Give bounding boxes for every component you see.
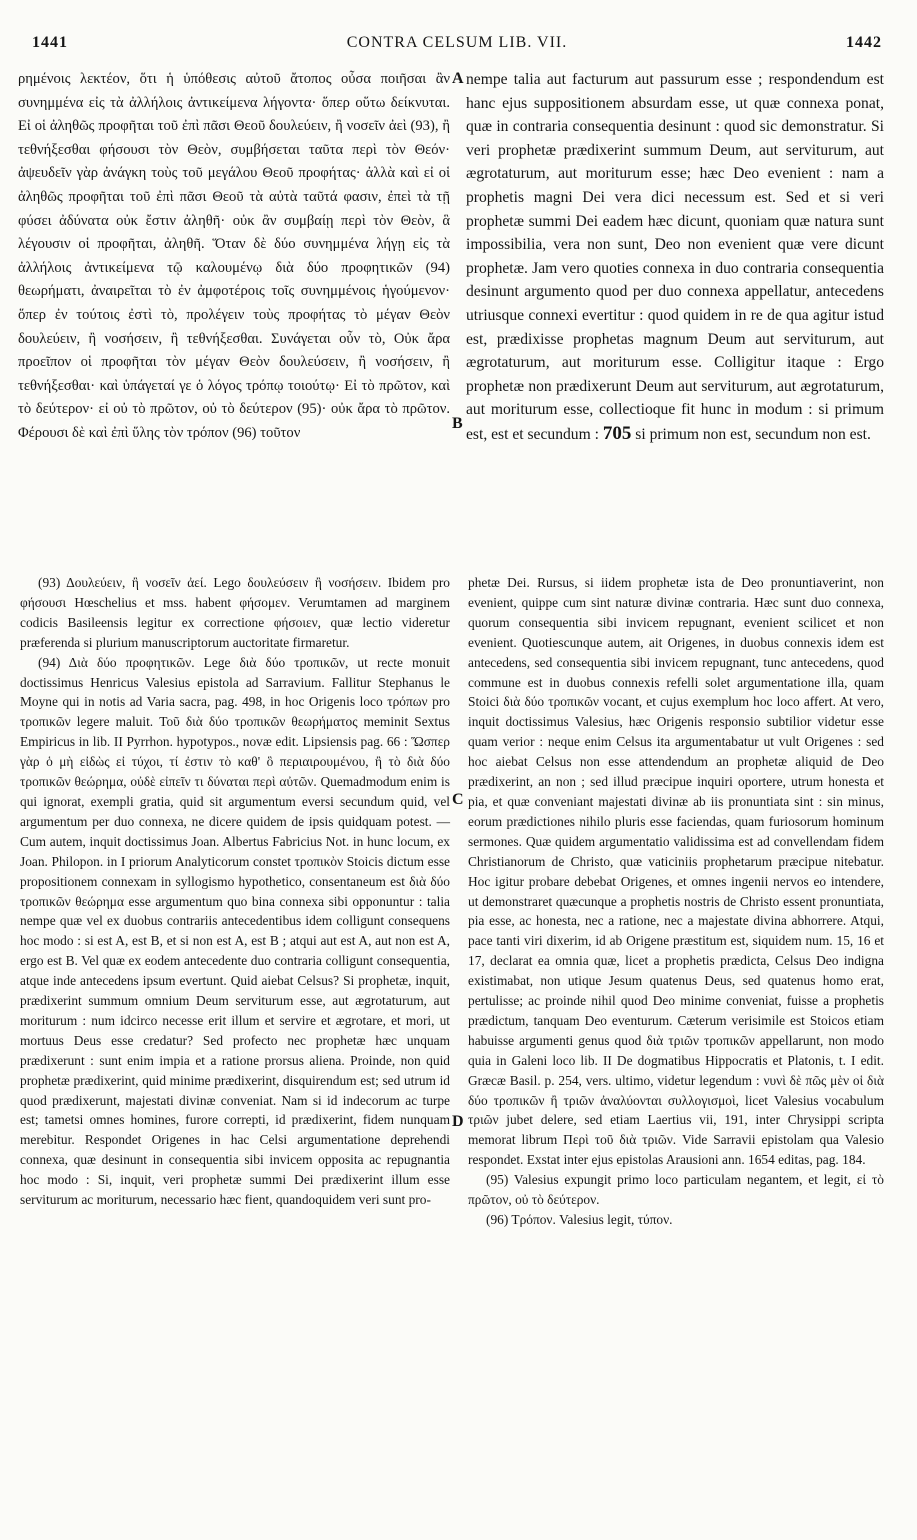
footnote-94-continued: phetæ Dei. Rursus, si iidem prophetæ ista de Deo pronuntiaverint, non evenient, quippe cum sint naturæ divinæ contraria. Hæc sunt duo connexa, quorum consequentia sibi invicem repugnant, evenient scilicet et non evenient. Quotiescunque autem, ait Origenes, in duobus connexis idem est antecedens, sed consequentia sibi invicem repugnant, tunc antecedens, quod commune est in duobus connexis refelli solet argumentatione illa, quam Stoici διὰ δύο τροπικῶν vocant, et cujus exemplum hoc loco affert. At vero, inquit doctissimus Valesius, hæc Origenis responsio subtilior videtur esse quam verior : neque enim Celsus ita argumentabatur ut vult Origenes : sed hoc aiebat Celsus non esse attendendum an prophetæ aliquid de Deo prædixerint, an non ; sed illud præcipue inquiri oportere, utrum honesta et pia, et quæ conveniant majestati divinæ ab iis pronuntiata sint : sin minus, eorum prædictiones nihilo pluris esse faciendas, quam furiosorum hominum sermones. Quæ quidem argumentatio validissima est ad convellendam fidem Christianorum de Christo, quæ vaticiniis prophetarum præcipue nitebatur. Hoc igitur probare debebat Origenes, et omnes ingenii nervos eo intendere, ut demonstraret quæcunque a prophetis nostris de Christo essent pronuntiata, pia esse, ac honesta, nec a ratione, nec a majestate divina abhorrere. Atqui, pace tanti viri dixerim, id ab Origene præstitum est, siquidem num. 15, 16 et 17, declarat ea omnia quæ, licet a prophetis prædicta, Celsus Deo indigna existimabat, non utique Jesum quatenus Deus, sed quatenus homo erat, pertulisse; ac proinde nihil quod Deo minime conveniat, fuisse a prophetis prædictum, tanquam Deo eventurum. Cæterum verisimile est Stoicos etiam habuisse argumenti genus quod διὰ τριῶν τροπικῶν appellarunt, non modo quia in Galeni loco lib. II De dogmatibus Hippocratis et Platonis, t. I edit. Græcæ Basil. p. 254, vers. ultimo, videtur legendum : νυνὶ δὲ πῶς μὲν οἱ διὰ δύο τροπικῶν ἢ τριῶν ἀναλύονται συλλογισμοὶ, licet Valesius vocabulum τριῶν jubet delere, sed etiam Laertius vii, 191, inter Chrysippi scripta memorat librum Περὶ τοῦ διὰ τριῶν. Vide Sarravii epistolam qua Valesio respondet. Exstat inter ejus epistolas Arausioni ann. 1654 editas, pag. 184.: [468, 575, 884, 1168]
section-marker-d: D: [452, 1113, 464, 1130]
section-marker-c: C: [452, 791, 464, 808]
footnote-95: (95) Valesius expungit primo loco particulam negantem, et legit, εἰ τὸ πρῶτον, οὐ τὸ δεύτερον.: [468, 1172, 884, 1208]
footnotes-right-column: [468, 573, 884, 1230]
page-number-left: 1441: [32, 34, 68, 51]
latin-text-column: [466, 68, 884, 447]
section-marker-a: A: [452, 70, 464, 87]
latin-text-part-a: nempe talia aut facturum aut passurum esse ; respondendum est hanc ejus suppositionem absurdam esse, ut quæ connexa ponat, quæ in contraria consequentia desinunt : quod sic demonstratur. Si veri prophetæ prædixerint summum Deum, aut serviturum, aut ægrotaturum, aut moriturum esse; hæc Deo evenient : nam a prophetis magni Dei vera dici necessum est. Sed et si veri prophetæ summi Dei eadem hæc dicunt, quoniam quæ natura sunt impossibilia, vera non sunt, Deo non evenient quæ vere dicunt prophetæ. Jam vero quoties connexa in duo contraria consequentia desinunt argumento quod per duo connexa appellatur, antecedens utriusque connexi evertitur : quod quidem in re de qua agitur istud est, prædixisse prophetas magnum Deum aut serviturum, aut ægrotaturum, aut moriturum esse. Colligitur itaque : Ergo prophetæ non prædixerunt Deum aut serviturum, aut ægrotaturum, aut moriturum esse, collectioque fit hunc in modum : si primum est, est et secundum :: [466, 71, 884, 443]
page-header: [32, 34, 882, 60]
latin-page-number: 705: [602, 422, 632, 444]
footnotes-left-column: [20, 573, 450, 1210]
greek-text-column: ρημένοις λεκτέον, ὅτι ἡ ὑπόθεσις αὐτοῦ ἄτοπος οὖσα ποιῆσαι ἂν συνημμένα εἰς τὰ ἀλλήλοις ἀντικείμενα λήγοντα· ὅπερ οὕτω δείκνυται. Εἰ οἱ ἀληθῶς προφῆται τοῦ ἐπὶ πᾶσι Θεοῦ δουλεύειν, ἢ νοσεῖν ἀεὶ (93), ἢ τεθνήξεσθαι φήσουσι τὸν Θεὸν, συμβήσεται ταῦτα περὶ τὸν Θεόν· ἀψευδεῖν γὰρ ἀνάγκη τοὺς τοῦ μεγάλου Θεοῦ προφήτας· ἀλλὰ καὶ εἰ οἱ ἀληθῶς προφῆται τοῦ ἐπὶ πᾶσι Θεοῦ τὰ αὐτὰ ταῦτά φασιν, ἐπεὶ τὰ τῇ φύσει ἀδύνατα οὐκ ἔστιν ἀληθῆ· οὐκ ἂν συμβαίῃ περὶ τὸν Θεὸν, ἃ λέγουσιν οἱ προφῆται, ἀληθῆ. Ὅταν δὲ δύο συνημμένα λήγῃ εἰς τὰ ἀλλήλοις ἀντικείμενα τῷ καλουμένῳ διὰ δύο προφητικῶν (94) θεωρήματι, ἀναιρεῖται τὸ ἐν ἀμφοτέροις τοῖς συνημμένοις ἡγούμενον· ὅπερ ἐν τούτοις ἐστὶ τὸ, προλέγειν τοὺς προφήτας τὸ μέγαν Θεὸν δουλεύειν, ἢ νοσήσειν, ἢ τεθνήξεσθαι. Συνάγεται οὖν τὸ, Οὐκ ἄρα προεῖπον οἱ προφῆται τὸν μέγαν Θεὸν δουλεύσειν, ἢ νοσήσειν, ἢ τεθνήξεσθαι· καὶ ὑπάγεταί γε ὁ λόγος τρόπῳ τοιούτῳ· Εἰ τὸ πρῶτον, καὶ τὸ δεύτερον· εἰ οὐ τὸ πρῶτον, οὐ τὸ δεύτερον (95)· οὐκ ἄρα τὸ πρῶτον. Φέρουσι δὲ καὶ ἐπὶ ὕλης τὸν τρόπον (96) τοῦτον: [18, 71, 450, 441]
latin-text-part-b: si primum non est, secundum non est.: [635, 425, 871, 443]
footnote-94: (94) Διὰ δύο προφητικῶν. Lege διὰ δύο τροπικῶν, ut recte monuit doctissimus Henricus Valesius epistola ad Sarravium. Fallitur Stephanus le Moyne qui in notis ad Varia sacra, pag. 498, in hoc Origenis loco τρόπων pro τροπικῶν legere maluit. Τοῦ διὰ δύο τροπικῶν θεωρήματος meminit Sextus Empiricus in lib. II Pyrrhon. hypotypos., novæ edit. Lipsiensis pag. 66 : Ὥσπερ γὰρ ὁ μὴ εἰδὼς εἰ τύχοι, τί ἐστιν τὸ καθ' ὃ περιαιρουμένου, ἢ τὸ διὰ δύο τροπικῶν θεώρημα, οὐδὲ εἰπεῖν τι δύναται περὶ αὐτῶν. Quemadmodum enim is qui ignorat, exempli gratia, quid sit argumentum eversi secundum quid, vel argumentum per duo connexa, ne dicere quidem de ipsis quidquam potest. — Cum autem, inquit doctissimus Joan. Albertus Fabricius Not. in hunc locum, ex Joan. Philopon. in I priorum Analyticorum constet τροπικὸν Stoicis dictum esse propositionem connexam in syllogismo hypothetico, consentaneum est διὰ δύο τροπικῶν θεώρημα esse argumentum quo bina connexa sibi opponuntur : talia nempe quæ vel ex duobus contrariis antecedentibus idem colligunt consequens hoc modo : si est A, est B, et si non est A, est B ; atqui aut est A, aut non est A, ergo est B. Vel quæ ex eodem antecedente duo contraria colligunt consequentia, atque inde antecedens ipsum evertunt. Quid aiebat Celsus? Si prophetæ, inquit, prædixerint summum omnium Deum serviturum esse, aut ægrotaturum, aut moriturum : num idcirco necesse erit illum et servire et ægrotare, et mori, ut mortuus Deus esse credatur? Sed profecto nec prophetæ hæc unquam prædixerunt : sunt enim impia et a ratione prorsus aliena. Proinde, non quid prophetæ prædixerint, quid minime prædixerint, disquirendum est; sed utrum id quod prædixerunt, majestati divinæ conveniat. Nam si id indecorum ac turpe est; tametsi omnes homines, furore correpti, id prædixerint, fidem nunquam merebitur. Respondet Origenes in hac Celsi argumentatione deprehendi connexa, quæ desinunt in consequentia sibi invicem opposita ac repugnantia hoc modo : Si, inquit, veri prophetæ summi Dei prædixerint illum esse serviturum ac moriturum, necessario hæc fient, quandoquidem veri sunt pro-: [20, 654, 450, 1208]
section-marker-b: B: [452, 415, 463, 432]
footnote-93: (93) Δουλεύειν, ἢ νοσεῖν ἀεί. Lego δουλεύσειν ἢ νοσήσειν. Ibidem pro φήσουσι Hœschelius et mss. habent φήσομεν. Verumtamen ad marginem codicis Basileensis legitur ex correctione φήσοιεν, quæ lectio videretur præferenda si plurium manuscriptorum auctoritate firmaretur.: [20, 575, 450, 650]
footnote-96: (96) Τρόπον. Valesius legit, τύπον.: [486, 1212, 673, 1227]
page-number-right: 1442: [846, 34, 882, 51]
running-title: CONTRA CELSUM LIB. VII.: [346, 34, 568, 51]
